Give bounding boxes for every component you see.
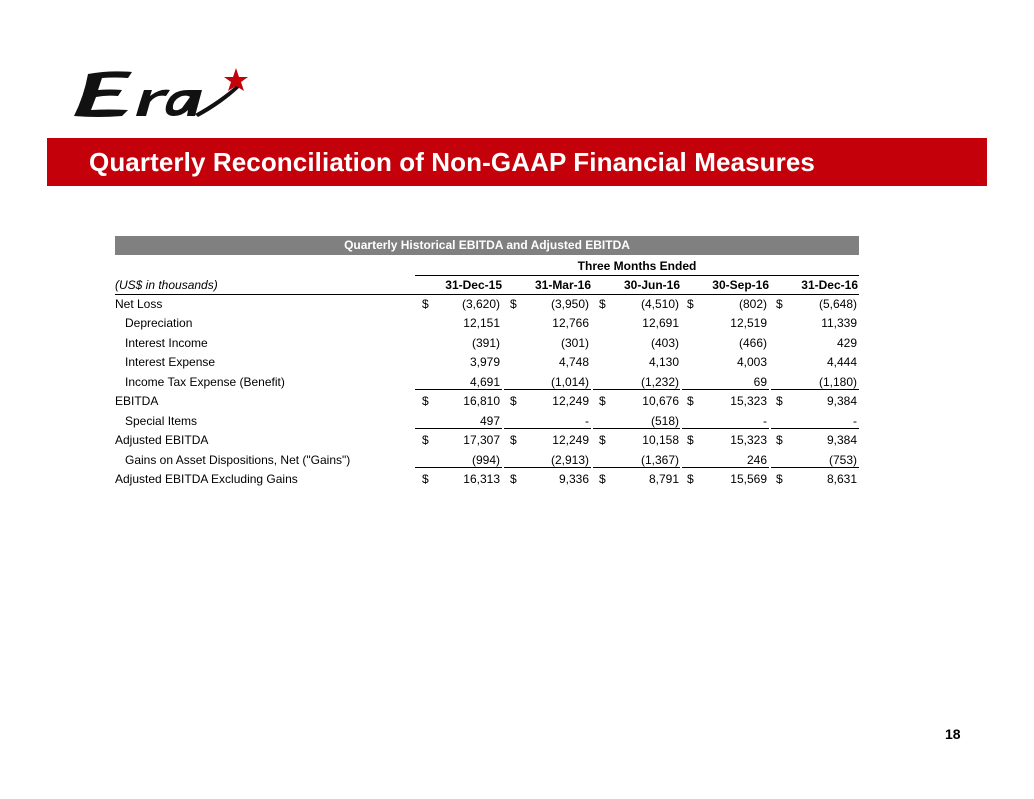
units-label: (US$ in thousands) [115,278,218,292]
cell-value: 69 [753,375,767,389]
era-logo-mark [70,66,260,126]
cell-value: 10,158 [642,433,679,447]
cell-value: 8,631 [826,472,857,486]
cell-value: (1,180) [818,375,857,389]
subtotal-underline [771,428,859,429]
cell-value: (4,510) [640,297,679,311]
ebitda-table [115,236,859,486]
column-header: 30-Jun-16 [623,278,680,292]
subtotal-underline [682,467,769,468]
currency-symbol: $ [599,394,606,408]
subtotal-underline [415,389,502,390]
currency-symbol: $ [510,297,517,311]
cell-value: 9,384 [826,433,857,447]
cell-value: 10,676 [642,394,679,408]
currency-symbol: $ [687,297,694,311]
row-label: Adjusted EBITDA Excluding Gains [115,472,298,486]
column-header: 31-Dec-15 [445,278,502,292]
currency-symbol: $ [687,433,694,447]
row-label: Income Tax Expense (Benefit) [125,375,285,389]
currency-symbol: $ [599,472,606,486]
currency-symbol: $ [510,433,517,447]
currency-symbol: $ [599,297,606,311]
row-label: Special Items [125,414,198,428]
table-row [115,375,859,394]
column-header-row [115,278,859,294]
table-row [115,336,859,355]
cell-value: (301) [560,336,589,350]
table-row [115,394,859,413]
column-header: 31-Dec-16 [801,278,858,292]
cell-value: (403) [650,336,679,350]
page-title: Quarterly Reconciliation of Non-GAAP Financial Measures [89,147,815,177]
cell-value: 9,384 [826,394,857,408]
subtotal-underline [415,428,502,429]
period-label: Three Months Ended [577,259,697,273]
table-header: Quarterly Historical EBITDA and Adjusted EBITDA [115,236,859,255]
cell-value: (466) [738,336,767,350]
row-label: Depreciation [125,316,193,330]
cell-value: 8,791 [648,472,679,486]
row-label: Interest Income [125,336,208,350]
cell-value: 12,519 [730,316,767,330]
row-label: Net Loss [115,297,163,311]
table-row [115,472,859,491]
cell-value: (391) [471,336,500,350]
cell-value: 15,569 [730,472,767,486]
cell-value: 4,748 [558,355,589,369]
period-underline [415,275,859,276]
currency-symbol: $ [687,472,694,486]
cell-value: - [853,414,857,428]
era-logo [70,66,260,126]
currency-symbol: $ [599,433,606,447]
row-label: Gains on Asset Dispositions, Net ("Gains") [125,453,351,467]
cell-value: (1,367) [640,453,679,467]
cell-value: (753) [828,453,857,467]
cell-value: (1,232) [640,375,679,389]
subtotal-underline [415,467,502,468]
cell-value: 4,130 [648,355,679,369]
column-header: 31-Mar-16 [534,278,591,292]
subtotal-underline [504,389,591,390]
cell-value: 12,691 [642,316,679,330]
cell-value: (3,620) [461,297,500,311]
currency-symbol: $ [687,394,694,408]
header-underline [115,294,859,295]
currency-symbol: $ [776,297,783,311]
table-row [115,433,859,452]
table-row [115,414,859,433]
cell-value: 12,249 [552,394,589,408]
cell-value: 17,307 [463,433,500,447]
cell-value: 9,336 [558,472,589,486]
subtotal-underline [682,428,769,429]
cell-value: 16,313 [463,472,500,486]
currency-symbol: $ [776,472,783,486]
cell-value: - [763,414,767,428]
cell-value: (1,014) [550,375,589,389]
currency-symbol: $ [510,472,517,486]
subtotal-underline [504,428,591,429]
cell-value: 4,691 [469,375,500,389]
currency-symbol: $ [422,394,429,408]
cell-value: (994) [471,453,500,467]
table-row [115,355,859,374]
table-row [115,316,859,335]
cell-value: - [585,414,589,428]
row-label: Adjusted EBITDA [115,433,209,447]
subtotal-underline [771,389,859,390]
subtotal-underline [593,428,680,429]
row-label: Interest Expense [125,355,216,369]
cell-value: 16,810 [463,394,500,408]
cell-value: 12,766 [552,316,589,330]
cell-value: 497 [479,414,500,428]
table-row [115,453,859,472]
column-header: 30-Sep-16 [712,278,769,292]
cell-value: 3,979 [469,355,500,369]
currency-symbol: $ [776,433,783,447]
cell-value: 246 [746,453,767,467]
cell-value: 4,003 [736,355,767,369]
cell-value: 4,444 [826,355,857,369]
subtotal-underline [593,389,680,390]
subtotal-underline [504,467,591,468]
currency-symbol: $ [422,297,429,311]
subtotal-underline [771,467,859,468]
table-row [115,297,859,316]
cell-value: 15,323 [730,394,767,408]
cell-value: (802) [738,297,767,311]
cell-value: 12,249 [552,433,589,447]
currency-symbol: $ [776,394,783,408]
currency-symbol: $ [422,472,429,486]
cell-value: 12,151 [463,316,500,330]
cell-value: (3,950) [550,297,589,311]
cell-value: (5,648) [818,297,857,311]
subtotal-underline [682,389,769,390]
cell-value: (518) [650,414,679,428]
cell-value: 15,323 [730,433,767,447]
currency-symbol: $ [422,433,429,447]
cell-value: 429 [836,336,857,350]
row-label: EBITDA [115,394,159,408]
currency-symbol: $ [510,394,517,408]
page-number: 18 [945,726,961,742]
subtotal-underline [593,467,680,468]
title-bar [47,138,987,186]
cell-value: (2,913) [550,453,589,467]
cell-value: 11,339 [821,316,857,330]
